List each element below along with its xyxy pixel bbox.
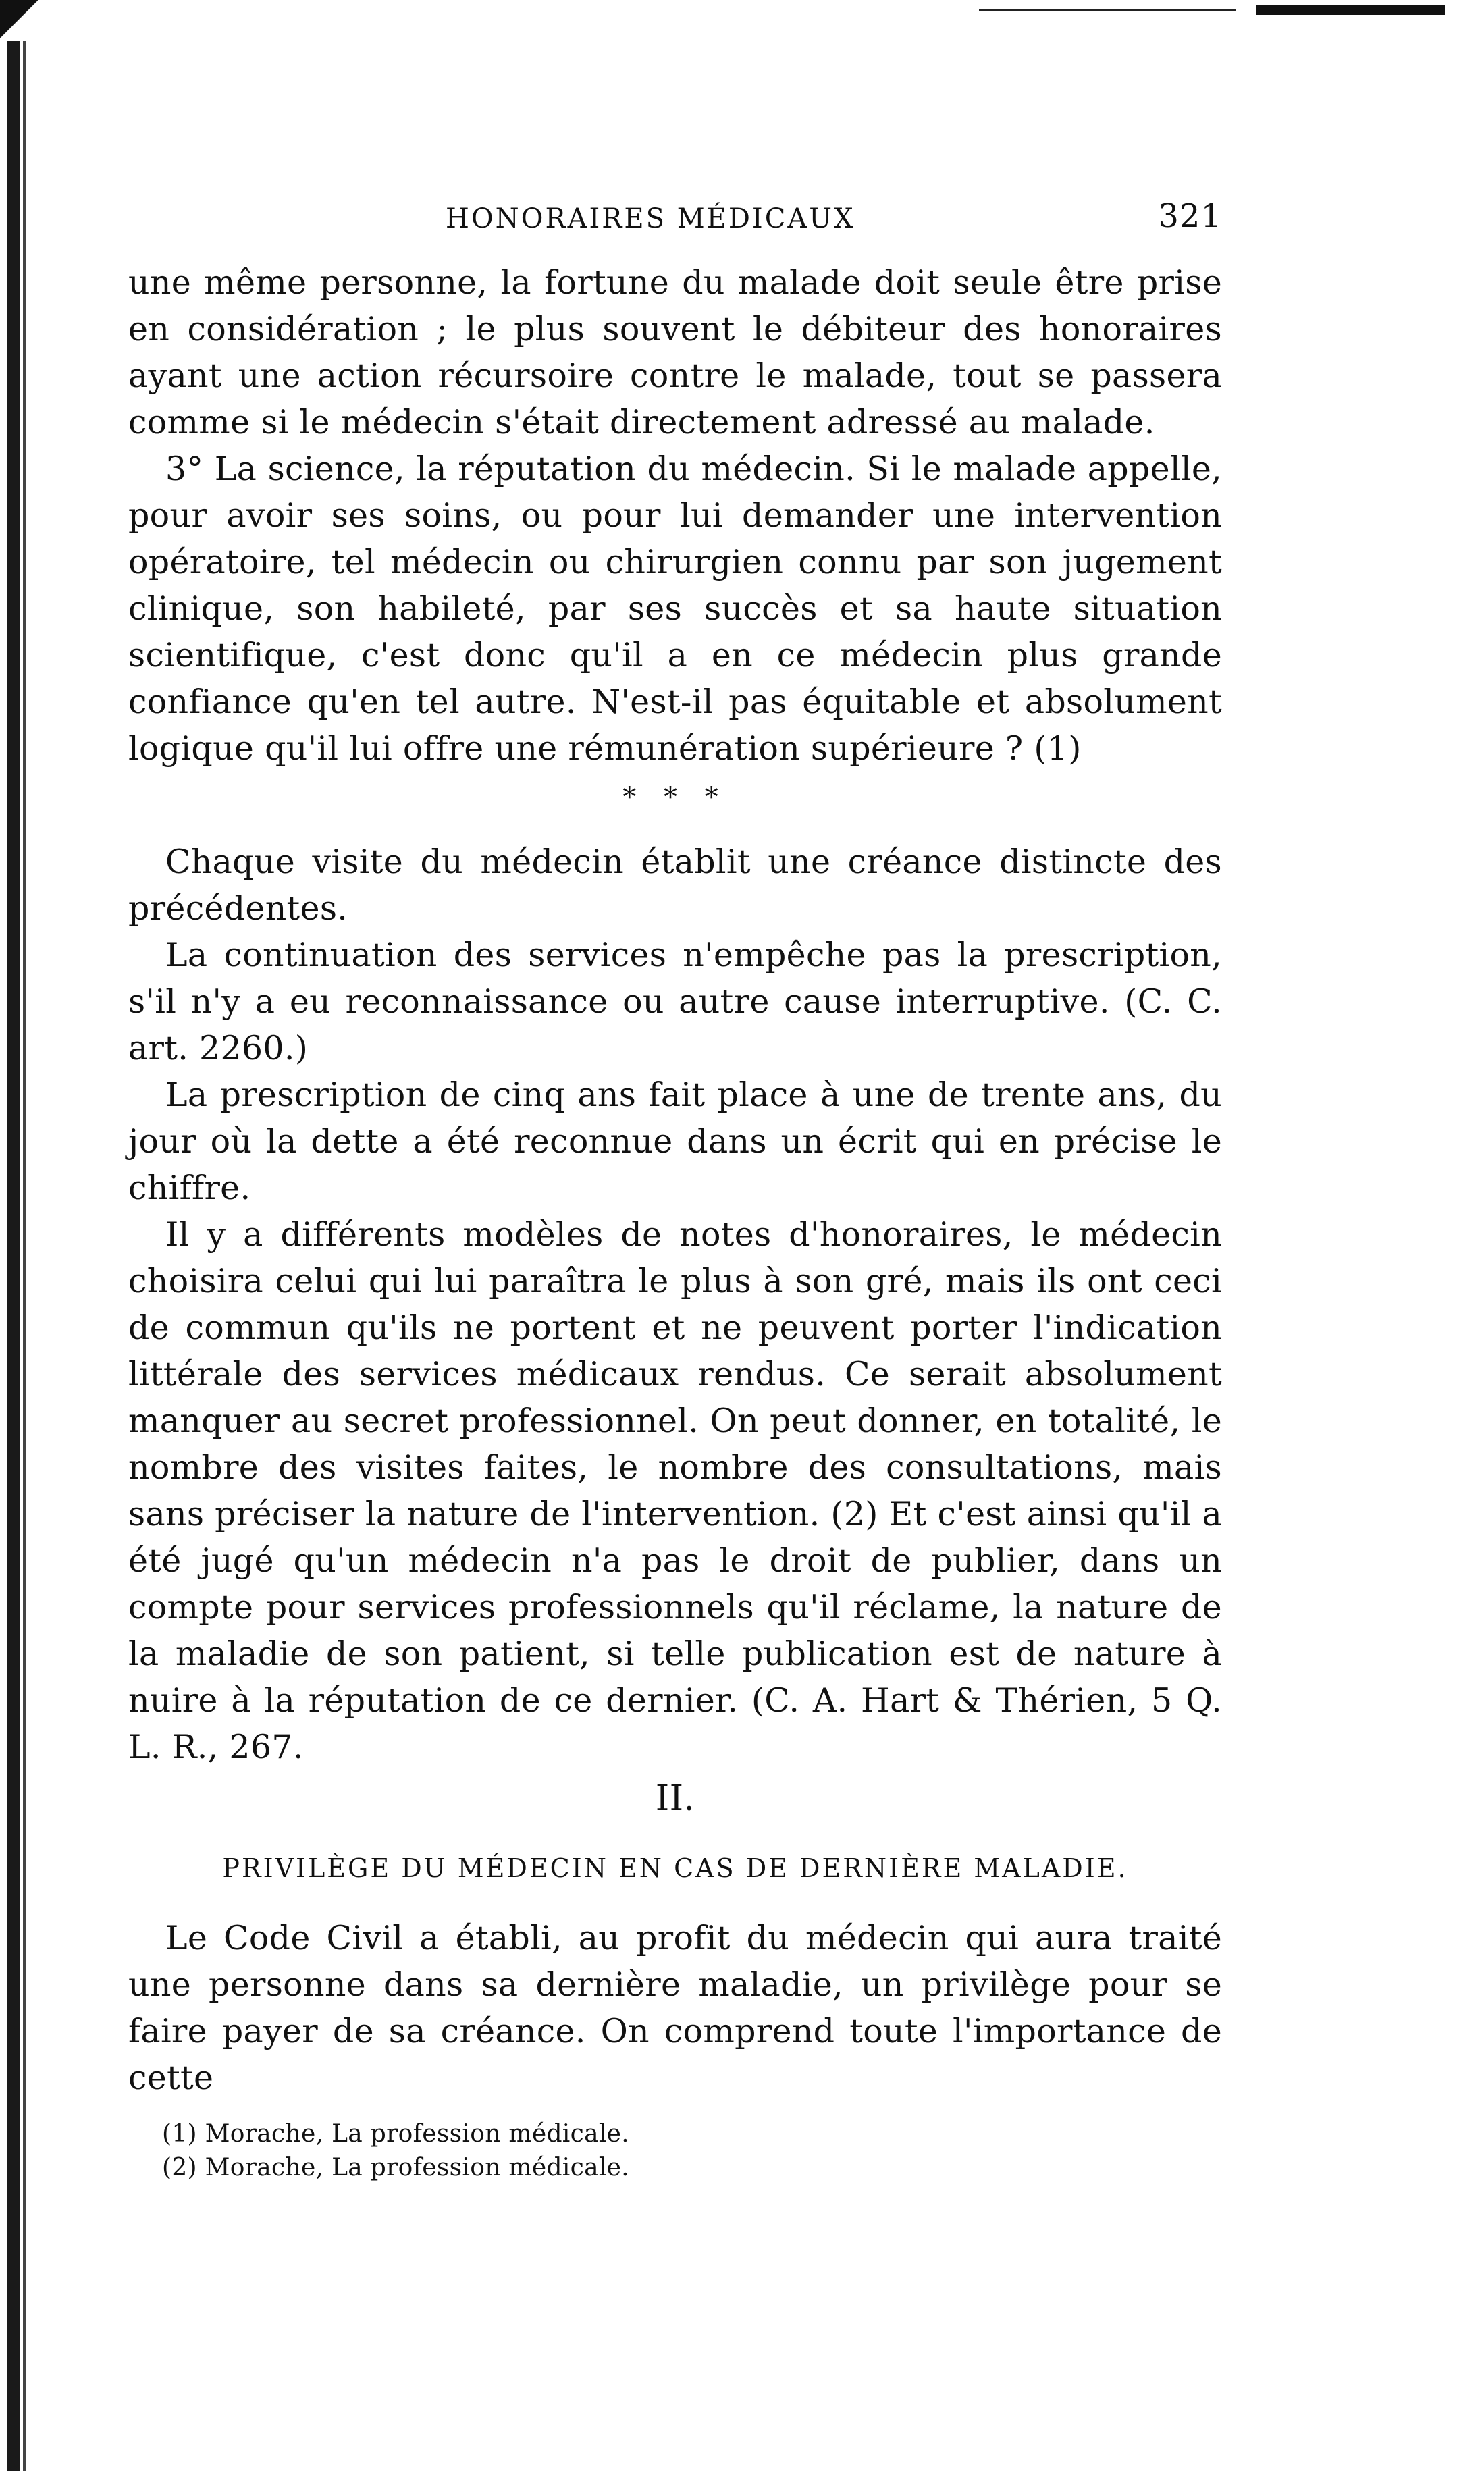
running-head <box>128 196 1222 250</box>
running-title: HONORAIRES MÉDICAUX <box>446 203 855 234</box>
scan-top-rule <box>979 9 1236 11</box>
scan-binding-edge <box>7 41 20 2471</box>
paragraph: La continuation des services n'empêche pas la prescription, s'il n'y a eu reconnaissance ou autre cause interruptive. (C. C. art. 2260.) <box>128 936 1222 1067</box>
section-title: PRIVILÈGE DU MÉDECIN EN CAS DE DERNIÈRE MALADIE. <box>222 1853 1128 1883</box>
paragraph: Chaque visite du médecin établit une créance distincte des précédentes. <box>128 843 1222 928</box>
section-number: II. <box>655 1778 695 1819</box>
section-separator: * * * <box>622 782 728 813</box>
footnote: (2) Morache, La profession médicale. <box>162 2154 630 2181</box>
scan-binding-edge-line <box>23 41 26 2471</box>
paragraph: une même personne, la fortune du malade doit seule être prise en considération ; le plus souvent le débiteur des honoraires ayant une action récursoire contre le malade, tout se passera comme si le médecin s'était directement adressé au malade. <box>128 263 1222 442</box>
scan-corner-artifact <box>0 0 54 41</box>
scan-top-bar <box>1256 5 1445 15</box>
paragraph: La prescription de cinq ans fait place à une de trente ans, du jour où la dette a été reconnue dans un écrit qui en précise le chiffre. <box>128 1076 1222 1207</box>
paragraph: 3° La science, la réputation du médecin. Si le malade appelle, pour avoir ses soins, ou pour lui demander une intervention opératoire, tel médecin ou chirurgien connu par son jugement clinique, son habileté, par ses succès et sa haute situation scientifique, c'est donc qu'il a en ce médecin plus grande confiance qu'en tel autre. N'est-il pas équitable et absolument logique qu'il lui offre une rémunération supérieure ? (1) <box>128 450 1222 768</box>
paragraph: Le Code Civil a établi, au profit du médecin qui aura traité une personne dans sa dernière maladie, un privilège pour se faire payer de sa créance. On comprend toute l'importance de cette <box>128 1919 1222 2097</box>
paragraph: Il y a différents modèles de notes d'honoraires, le médecin choisira celui qui lui paraîtra le plus à son gré, mais ils ont ceci de commun qu'ils ne portent et ne peuvent porter l'indication littérale des services médicaux rendus. Ce serait absolument manquer au secret professionnel. On peut donner, en totalité, le nombre des visites faites, le nombre des consultations, mais sans préciser la nature de l'intervention. (2) Et c'est ainsi qu'il a été jugé qu'un médecin n'a pas le droit de publier, dans un compte pour services professionnels qu'il réclame, la nature de la maladie de son patient, si telle publication est de nature à nuire à la réputation de ce dernier. (C. A. Hart & Thérien, 5 Q. L. R., 267. <box>128 1215 1222 1766</box>
book-page <box>128 196 1222 2185</box>
page-number: 321 <box>1158 197 1222 235</box>
footnote: (1) Morache, La profession médicale. <box>162 2120 630 2148</box>
footnotes <box>128 2117 1222 2185</box>
